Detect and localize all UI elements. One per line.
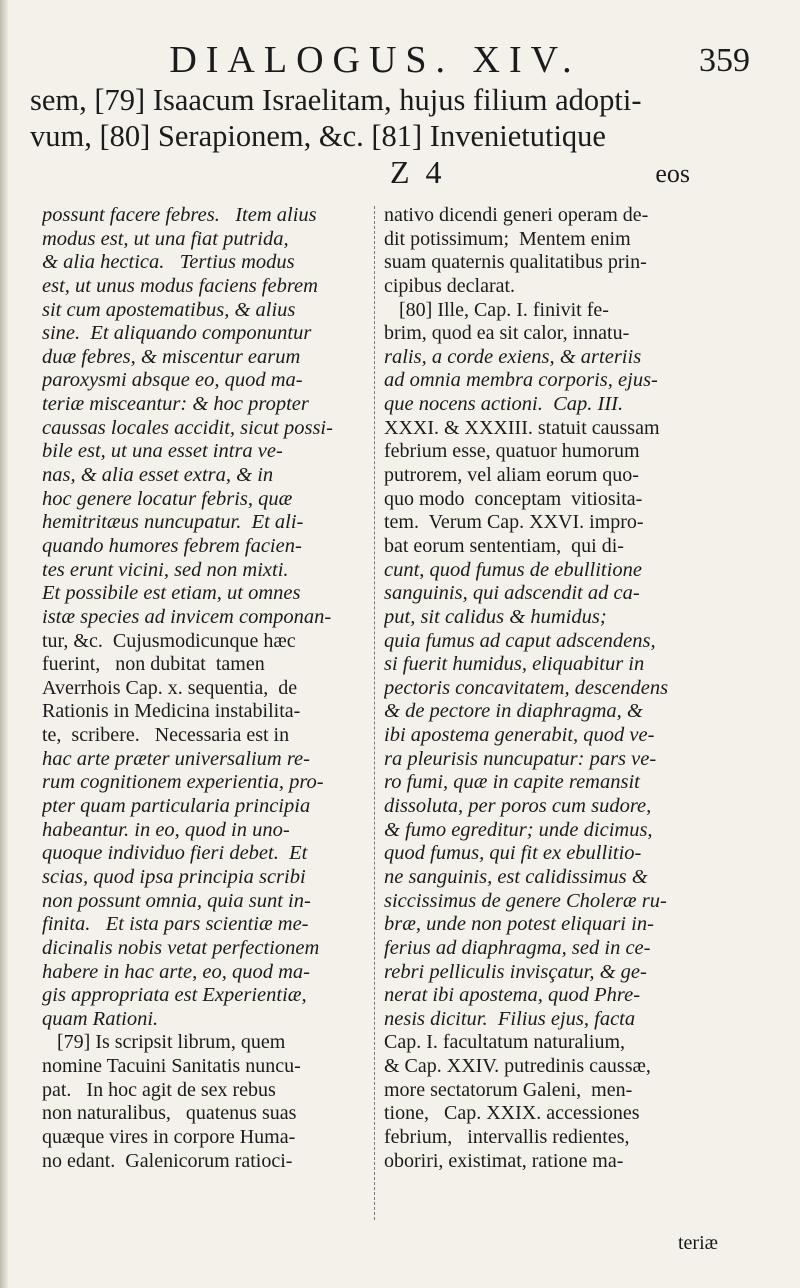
text-line: caussas locales accidit, sicut possi- [42,416,333,439]
text-line: quo modo conceptam vitiosita- [384,487,643,510]
text-line: sine. Et aliquando componuntur [42,322,312,345]
text-line: ibi apostema generabit, quod ve- [384,724,655,747]
text-line: pectoris concavitatem, descendens [384,676,669,699]
text-line: Cap. I. facultatum naturalium, [384,1031,626,1054]
text-line: dit potissimum; Mentem enim [384,227,631,250]
text-line: ad omnia membra corporis, ejus- [384,369,658,392]
text-line: quoque individuo fieri debet. Et [42,842,308,865]
text-line: tur, &c. Cujusmodicunque hæc [42,629,296,652]
text-line: Rationis in Medicina instabilita- [42,700,301,723]
text-line: Et possibile est etiam, ut omnes [42,582,301,605]
text-line: tes erunt vicini, sed non mixti. [42,558,289,581]
running-title: DIALOGUS. XIV. [169,39,581,81]
text-line: XXXI. & XXXIII. statuit caussam [384,416,660,439]
lead-line: sem, [79] Isaacum Israelitam, hujus filium adopti- [30,83,642,117]
text-line: sit cum apostematibus, & alius [42,298,296,321]
text-line: ferius ad diaphragma, sed in ce- [384,936,651,959]
text-line: rebri pelliculis invisçatur, & ge- [384,960,647,983]
text-line: tione, Cap. XXIX. accessiones [384,1102,640,1125]
text-line: tem. Verum Cap. XXVI. impro- [384,511,644,534]
text-line: quia fumus ad caput adscendens, [384,629,656,652]
text-line: ne sanguinis, est calidissimus & [384,865,648,888]
text-line: febrium esse, quatuor humorum [384,440,640,463]
text-line: & Cap. XXIV. putredinis caussæ, [384,1055,651,1078]
text-line: & fumo egreditur; unde dicimus, [384,818,653,841]
text-line: hoc genere locatur febris, quæ [42,487,293,510]
text-line: brim, quod ea sit calor, innatu- [384,322,630,345]
text-line: pter quam particularia principia [42,795,311,818]
text-line: Averrhois Cap. x. sequentia, de [42,676,298,699]
text-line: fuerint, non dubitat tamen [42,653,265,676]
text-line: habeantur. in eo, quod in uno- [42,818,290,841]
text-line: gis appropriata est Experientiæ, [42,984,307,1007]
text-line: duæ febres, & miscentur earum [42,345,301,368]
text-line: nesis dicitur. Filius ejus, facta [384,1007,636,1030]
text-line: quæque vires in corpore Huma- [42,1125,296,1148]
text-line: modus est, ut una fiat putrida, [42,227,289,250]
notes-right-column [384,204,720,1173]
text-line: sanguinis, qui adscendit ad ca- [384,582,640,605]
text-line: pat. In hoc agit de sex rebus [42,1078,276,1101]
text-line: put, sit calidus & humidus; [384,605,607,628]
text-line: ra pleurisis nuncupatur: pars ve- [384,747,657,770]
text-line: est, ut unus modus faciens febrem [42,274,318,297]
text-line: paroxysmi absque eo, quod ma- [42,369,303,392]
text-line: hemitritæus nuncupatur. Et ali- [42,511,304,534]
lead-paragraph [30,82,690,190]
text-line: oboriri, existimat, ratione ma- [384,1149,624,1172]
text-line: nomine Tacuini Sanitatis nuncu- [42,1055,301,1078]
text-line: quando humores febrem facien- [42,534,302,557]
catchword: eos [655,159,690,188]
text-line: bræ, unde non potest eliquari in- [384,913,654,936]
text-line: bile est, ut una esset intra ve- [42,440,283,463]
text-line: & alia hectica. Tertius modus [42,251,295,274]
text-line: siccissimus de genere Choleræ ru- [384,889,667,912]
text-line: putrorem, vel aliam eorum quo- [384,464,639,487]
text-line: no edant. Galenicorum ratioci- [42,1149,293,1172]
text-line: febrium, intervallis redientes, [384,1125,630,1148]
text-line: te, scribere. Necessaria est in [42,724,290,747]
text-line: quod fumus, qui fit ex ebullitio- [384,842,642,865]
text-line: dicinalis nobis vetat perfectionem [42,936,320,959]
text-line: possunt facere febres. Item alius [42,204,317,226]
text-line: [79] Is scripsit librum, quem [42,1031,286,1054]
text-line: bat eorum sententiam, qui di- [384,534,624,557]
text-line: nativo dicendi generi operam de- [384,204,649,226]
text-line: non naturalibus, quatenus suas [42,1102,297,1125]
text-line: cunt, quod fumus de ebullitione [384,558,642,581]
text-line: quam Rationi. [42,1007,159,1030]
text-line: nas, & alia esset extra, & in [42,464,274,487]
signature-line [30,154,690,190]
text-line: teriæ misceantur: & hoc propter [42,393,309,416]
text-line: suam quaternis qualitatibus prin- [384,251,647,274]
text-line: que nocens actioni. Cap. III. [384,393,624,416]
text-line: si fuerit humidus, eliquabitur in [384,653,645,676]
text-line: more sectatorum Galeni, men- [384,1078,633,1101]
lead-line: vum, [80] Serapionem, &c. [81] Invenietutique [30,119,606,153]
text-line: hac arte præter universalium re- [42,747,310,770]
text-line: dissoluta, per poros cum sudore, [384,795,652,818]
text-line: istæ species ad invicem componan- [42,605,332,628]
text-line: scias, quod ipsa principia scribi [42,865,306,888]
signature-mark: Z 4 [390,154,446,190]
text-line: ralis, a corde exiens, & arteriis [384,345,642,368]
text-line: & de pectore in diaphragma, & [384,700,643,723]
text-line: cipibus declarat. [384,274,516,297]
text-line: [80] Ille, Cap. I. finivit fe- [384,298,609,321]
text-line: ro fumi, quæ in capite remansit [384,771,640,794]
end-catchword: teriæ [678,1232,718,1254]
notes-left-column [42,204,367,1173]
text-line: rum cognitionem experientia, pro- [42,771,324,794]
text-line: non possunt omnia, quia sunt in- [42,889,311,912]
text-line: nerat ibi apostema, quod Phre- [384,984,641,1007]
text-line: finita. Et ista pars scientiæ me- [42,913,309,936]
page-number: 359 [699,42,750,79]
text-line: habere in hac arte, eo, quod ma- [42,960,310,983]
column-divider [374,206,375,1220]
